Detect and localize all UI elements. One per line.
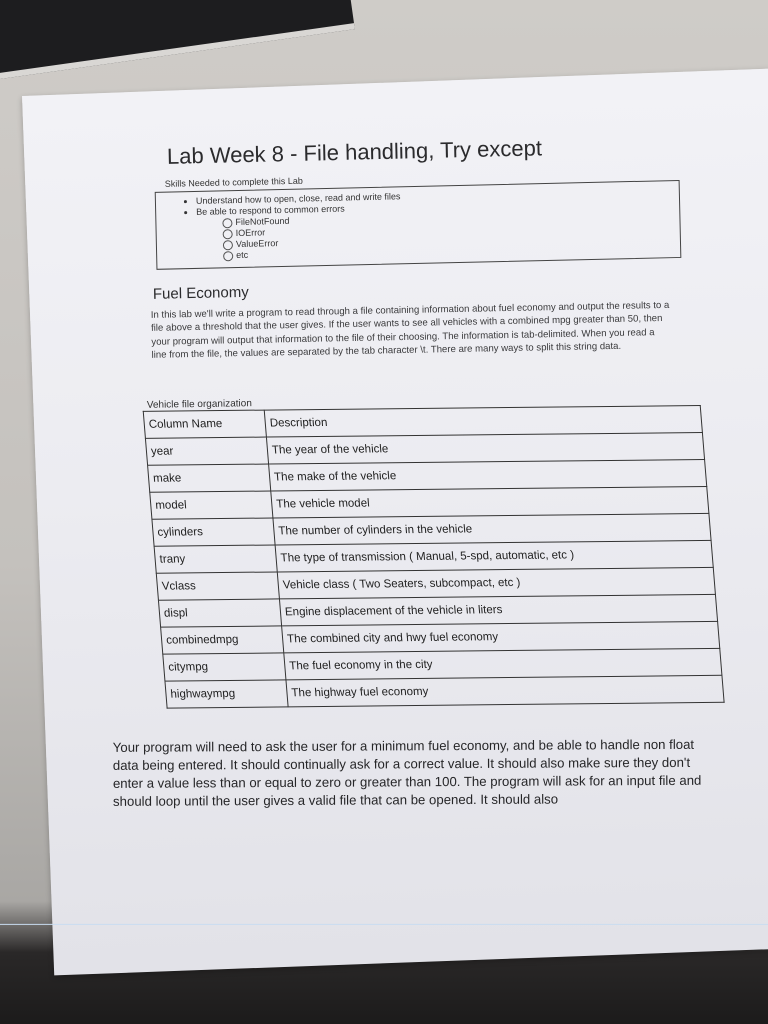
table-cell: cylinders [152,518,275,546]
table-cell: The number of cylinders in the vehicle [273,513,711,545]
table-cell: The combined city and hwy fuel economy [282,621,720,653]
table-caption: Vehicle file organization [146,398,252,411]
table-cell: trany [154,545,277,573]
table-cell: Vehicle class ( Two Seaters, subcompact, etc ) [277,567,715,599]
vehicle-table [143,405,725,709]
skills-box [155,180,682,270]
table-row [165,675,724,708]
table-cell: year [145,437,268,465]
skills-label: Skills Needed to complete this Lab [164,175,303,189]
circle-bullet-icon [222,218,232,228]
table-cell: The year of the vehicle [266,432,704,464]
paper-sheet [22,68,768,975]
table-cell: Engine displacement of the vehicle in liters [279,594,717,626]
table-header: Column Name [143,410,266,438]
circle-bullet-icon [223,229,233,239]
table-cell: The highway fuel economy [286,675,724,707]
table-cell: model [150,491,273,519]
intro-paragraph: In this lab we'll write a program to read through a file containing information about fuel economy and output the results to a file above a threshold that the user gives. If the user wants to see all vehicles with a combined mpg greater than 50, then your program will output that information to the file of their choosing. The information is tab-delimited. When you read a line from the file, the values are separated by the tab character \t. There are many ways to split this string data. [150,299,670,361]
table-cell: combinedmpg [161,626,284,654]
skill-item: • Understand how to open, close, read and write files [196,185,679,207]
skill-item: • Be able to respond to common errors [196,196,679,218]
table-cell: make [148,464,271,492]
table-cell: displ [158,599,281,627]
table-cell: The type of transmission ( Manual, 5-spd, automatic, etc ) [275,540,713,572]
section-heading: Fuel Economy [152,283,249,303]
table-cell: Vclass [156,572,279,600]
table-cell: The fuel economy in the city [284,648,722,680]
error-item: ValueError [157,229,680,252]
table-cell: The vehicle model [271,486,709,518]
table-cell: highwaympg [165,680,288,708]
circle-bullet-icon [223,240,233,250]
page-title: Lab Week 8 - File handling, Try except [166,135,543,169]
paper-fold-line [0,924,768,925]
error-item: etc [157,240,680,263]
table-cell: The make of the vehicle [269,459,707,491]
closing-paragraph: Your program will need to ask the user for a minimum fuel economy, and be able to handle non float data being entered. It should continually ask for a correct value. It should also make sure they don't enter a value less than or equal to zero or greater than 100. The program will ask for an input file and should loop until the user gives a valid file that can be opened. It should also [112,736,702,809]
table-header: Description [264,406,702,438]
paper-content [25,84,768,964]
table-cell: citympg [163,653,286,681]
error-item: IOError [157,218,680,241]
error-item: FileNotFound [156,207,679,230]
circle-bullet-icon [223,251,233,261]
